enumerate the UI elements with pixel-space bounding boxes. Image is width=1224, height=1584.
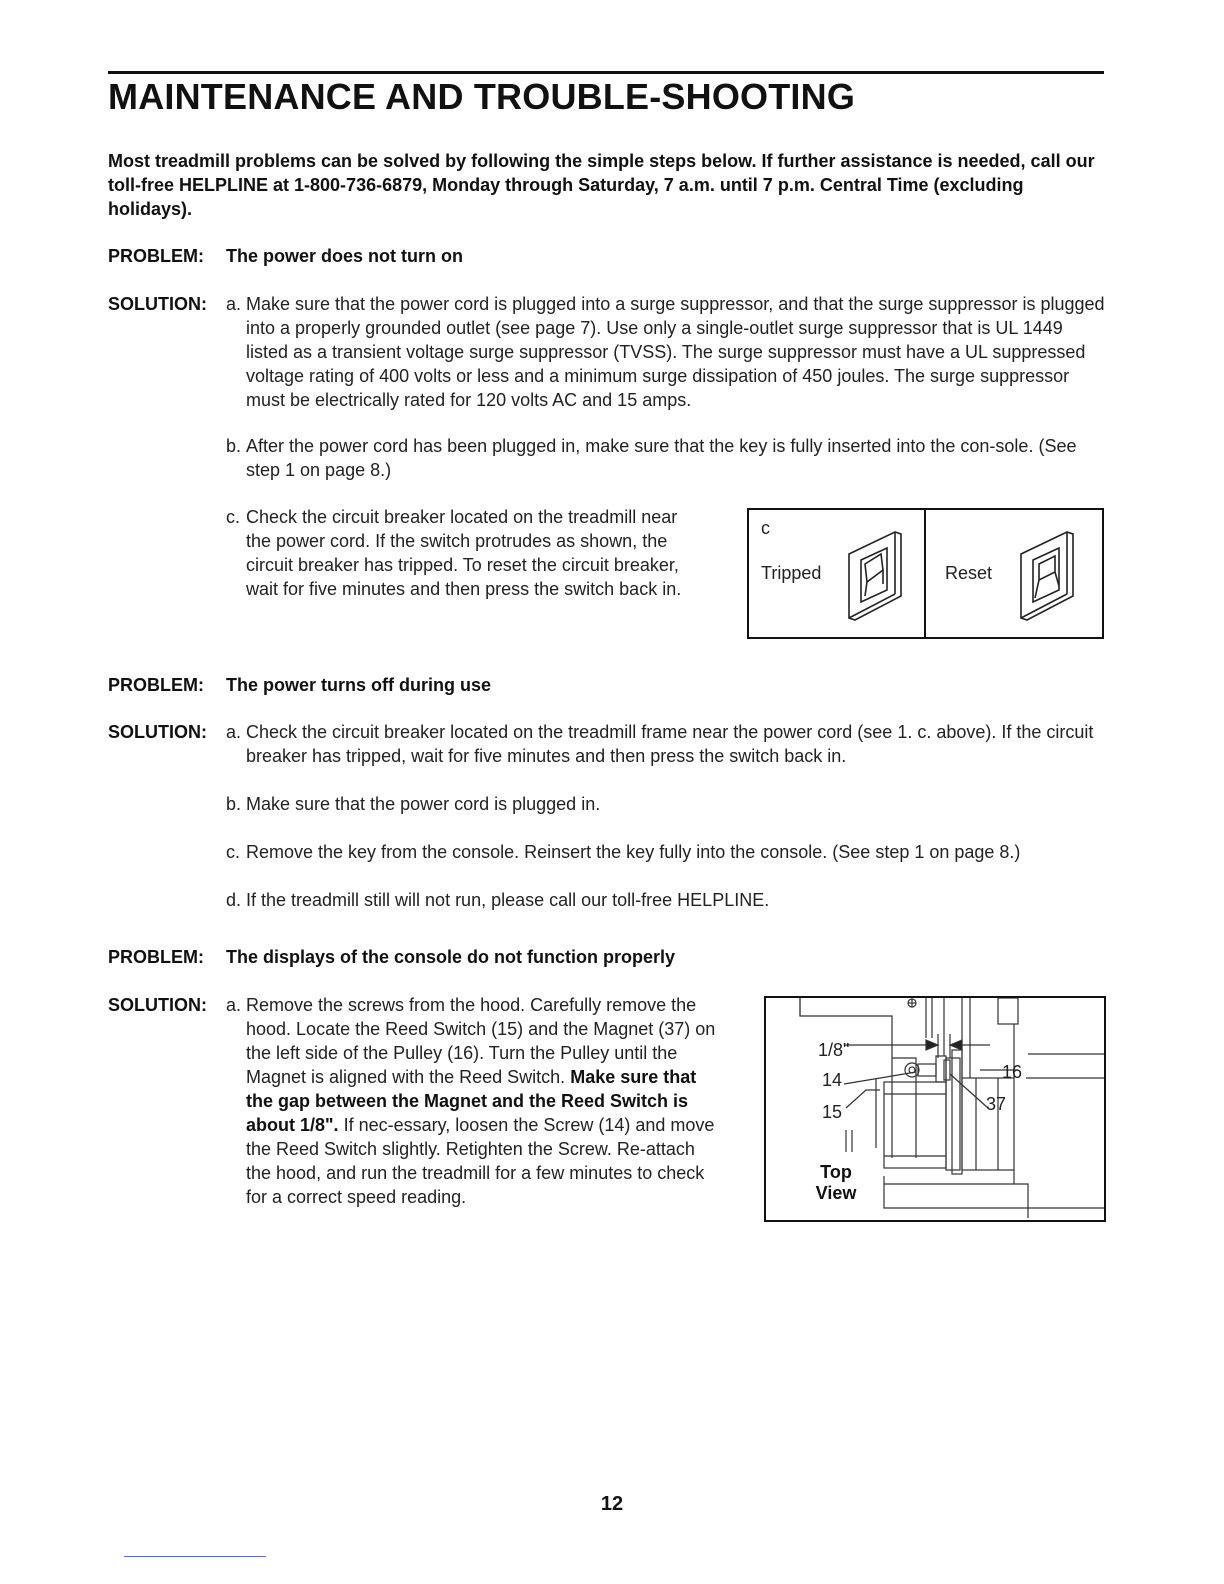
solution-step (226, 888, 1106, 912)
view-label: View (815, 1183, 857, 1203)
step-letter: a. (226, 722, 242, 742)
step-text: Make sure that the power cord is plugged into a surge suppressor, and that the surge suppressor is plugged into a properly grounded outlet (see page 7). Use only a single-outlet surge suppressor that is UL 1449 listed as a transient voltage surge suppressor (TVSS). The surge suppressor must have a UL suppressed voltage rating of 400 volts or less and a minimum surge dissipation of 450 joules. The surge suppressor must be electrically rated for 120 volts AC and 15 amps. (246, 294, 1105, 410)
reset-switch-icon (1015, 524, 1079, 622)
problem-title: The power turns off during use (226, 675, 491, 695)
step-text-part: If nec-essary, loosen the Screw (14) and move the Reed Switch slightly. Retighten the Screw. Re-attach the hood, and run the treadmill for a few minutes to check for a correct speed reading. (246, 1115, 715, 1207)
top-label: Top (820, 1162, 852, 1182)
solution-label: SOLUTION: (108, 294, 207, 314)
step-letter: d. (226, 890, 242, 910)
footer-rule (124, 1556, 266, 1557)
top-view-label (810, 1162, 862, 1204)
step-letter: c. (226, 507, 241, 527)
solution-step (226, 993, 724, 1209)
step-text-emphasis: Make sure that the gap between the Magnet and the Reed Switch is about 1/8". (246, 1067, 697, 1135)
step-text (246, 993, 724, 1209)
tripped-switch-icon (843, 524, 907, 622)
solution-step (226, 434, 1086, 482)
problem-2-heading (108, 673, 491, 697)
reset-label: Reset (945, 563, 993, 583)
circuit-breaker-figure (747, 508, 1104, 639)
callout-16: 16 (1002, 1062, 1023, 1082)
callout-37: 37 (986, 1094, 1007, 1114)
problem-1-heading (108, 244, 463, 268)
solution-label: SOLUTION: (108, 722, 207, 742)
step-text: Remove the key from the console. Reinsert the key fully into the console. (See step 1 on page 8.) (246, 842, 1021, 862)
page-number: 12 (600, 1493, 624, 1515)
problem-title: The displays of the console do not function properly (226, 947, 676, 967)
callout-15: 15 (822, 1102, 843, 1122)
step-text: After the power cord has been plugged in, make sure that the key is fully inserted into the con-sole. (See step 1 on page 8.) (246, 436, 1077, 480)
problem-label: PROBLEM: (108, 675, 204, 695)
step-text: Check the circuit breaker located on the treadmill frame near the power cord (see 1. c. above). If the circuit breaker has tripped, wait for five minutes and then press the switch back in. (246, 722, 1094, 766)
solution-label: SOLUTION: (108, 995, 207, 1015)
step-text: If the treadmill still will not run, please call our toll-free HELPLINE. (246, 890, 770, 910)
problem-label: PROBLEM: (108, 246, 204, 266)
step-letter: a. (226, 995, 242, 1015)
tripped-label: Tripped (761, 563, 822, 583)
step-text: Check the circuit breaker located on the treadmill near the power cord. If the switch protrudes as shown, the circuit breaker has tripped. To reset the circuit breaker, wait for five minutes and then press the switch back in. (246, 507, 682, 599)
step-text: Make sure that the power cord is plugged in. (246, 794, 601, 814)
intro-paragraph: Most treadmill problems can be solved by following the simple steps below. If further assistance is needed, call our toll-free HELPLINE at 1-800-736-6879, Monday through Saturday, 7 a.m. until 7 p.m. Central Time (excluding holidays). (108, 151, 1095, 219)
reed-switch-figure (764, 996, 1106, 1222)
solution-step (226, 505, 704, 601)
step-letter: b. (226, 794, 242, 814)
page-title: MAINTENANCE AND TROUBLE-SHOOTING (108, 76, 856, 117)
solution-step (226, 292, 1106, 412)
problem-3-heading (108, 945, 675, 969)
solution-step (226, 840, 1126, 864)
callout-14: 14 (822, 1070, 843, 1090)
solution-step (226, 792, 1106, 816)
heading-rule (108, 71, 1104, 74)
gap-label: 1/8" (818, 1040, 850, 1060)
step-text-part: Remove the screws from the hood. Carefully remove the hood. Locate the Reed Switch (15) and the Magnet (37) on the left side of the Pulley (16). Turn the Pulley until the Magnet is aligned with the Reed Switch. (246, 995, 716, 1087)
problem-label: PROBLEM: (108, 947, 204, 967)
step-letter: b. (226, 436, 242, 456)
problem-title: The power does not turn on (226, 246, 463, 266)
figure-divider (924, 510, 926, 637)
step-letter: a. (226, 294, 242, 314)
figure-tag: c (761, 518, 770, 538)
solution-step (226, 720, 1106, 768)
step-letter: c. (226, 842, 241, 862)
